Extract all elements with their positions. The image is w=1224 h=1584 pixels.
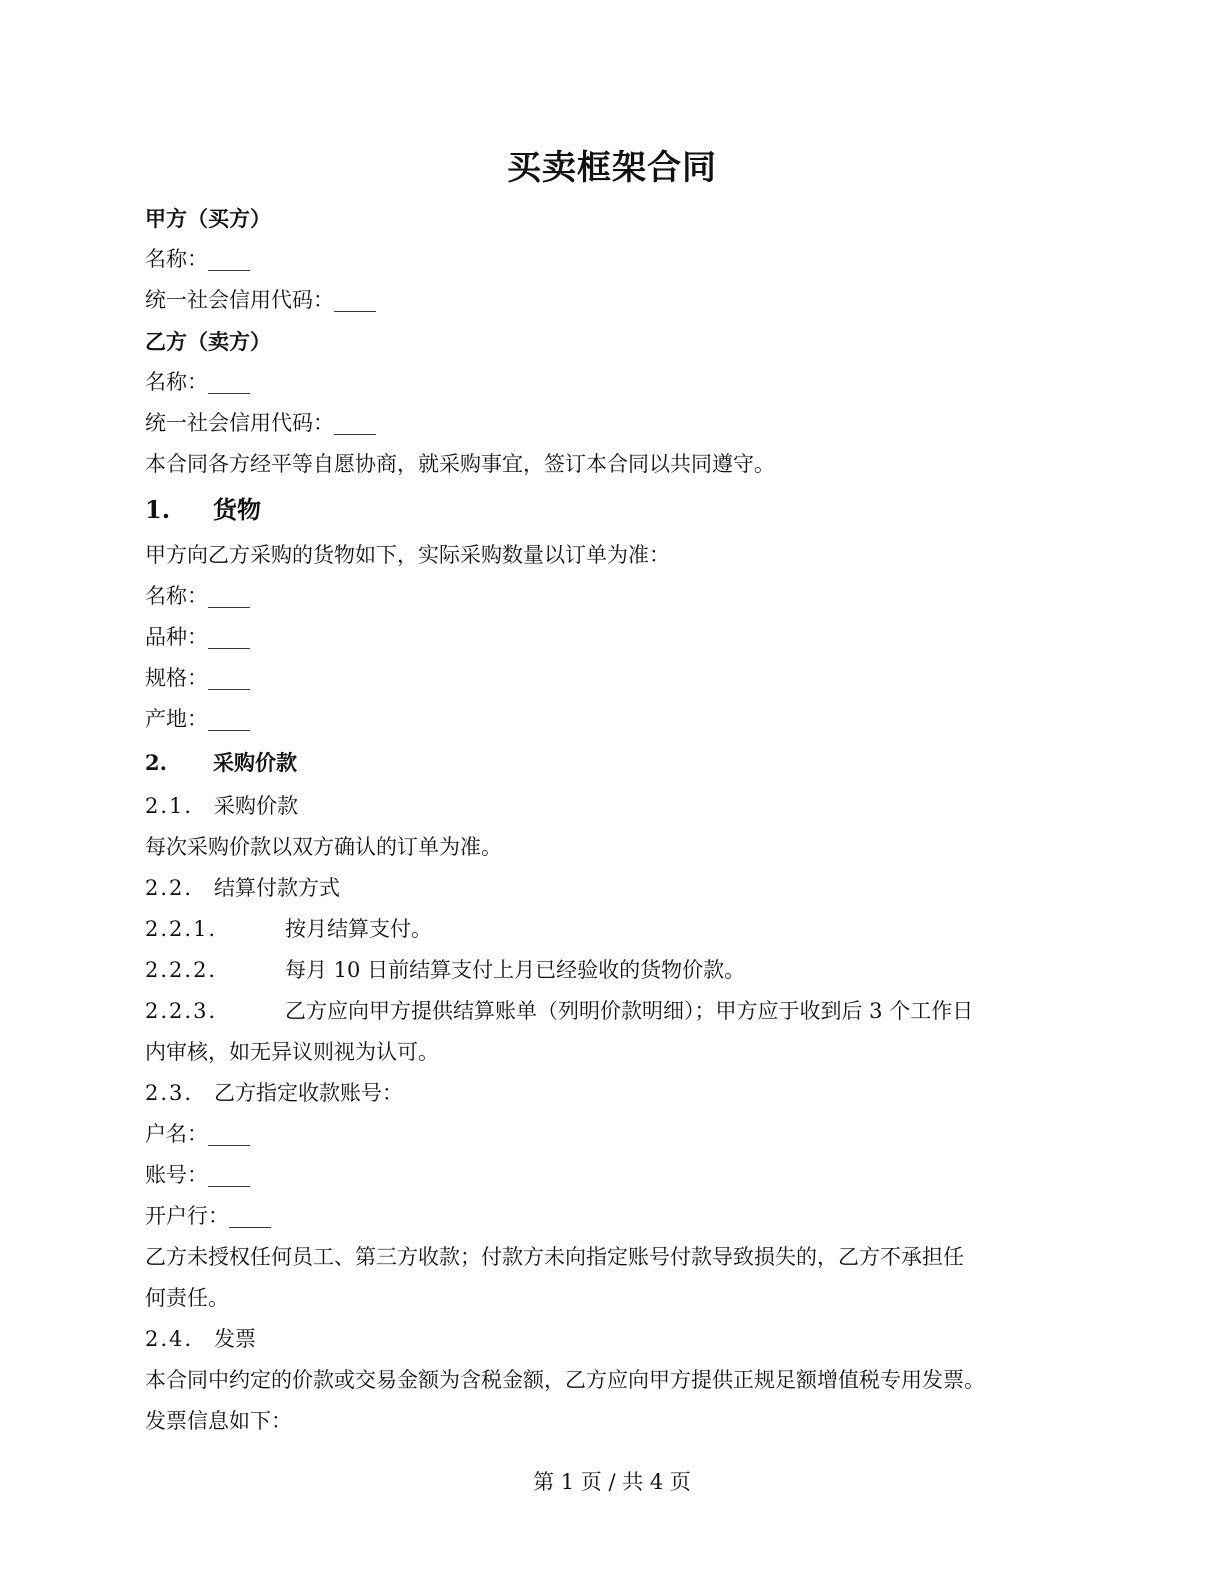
- clause-2-1-text: 每次采购价款以双方确认的订单为准。: [145, 835, 502, 859]
- clause-2-2-3-continued: 内审核，如无异议则视为认可。: [145, 1040, 439, 1064]
- party-b-name: 名称：____: [145, 370, 250, 394]
- clause-text: 按月结算支付。: [285, 917, 432, 941]
- goods-origin-field: 产地：____: [145, 707, 250, 731]
- invoice-text-line-1: 本合同中约定的价款或交易金额为含税金额，乙方应向甲方提供正规足额增值税专用发票。: [145, 1368, 985, 1392]
- clause-number: 2.2.3.: [145, 999, 218, 1023]
- section-2-heading: [145, 740, 1090, 786]
- account-number-field: 账号：____: [145, 1163, 250, 1187]
- page-footer: 第 1 页 / 共 4 页: [533, 1470, 691, 1494]
- clause-2-1-heading: [145, 786, 1090, 827]
- clause-title: 发票: [214, 1327, 256, 1351]
- section-title: 采购价款: [213, 750, 297, 775]
- clause-text: 乙方应向甲方提供结算账单（列明价款明细）；甲方应于收到后 3 个工作日: [285, 999, 974, 1023]
- party-a-credit-code: 统一社会信用代码：____: [145, 288, 376, 312]
- clause-2-3-heading: [145, 1073, 1090, 1114]
- party-a-heading: 甲方（买方）: [145, 206, 271, 231]
- clause-2-2-heading: [145, 868, 1090, 909]
- section-title: 货物: [213, 495, 261, 524]
- party-b-credit-code: 统一社会信用代码：____: [145, 411, 376, 435]
- clause-number: 2.2.1.: [145, 917, 218, 941]
- clause-number: 2.3.: [145, 1081, 194, 1105]
- clause-2-2-3: [145, 991, 1090, 1032]
- clause-number: 2.1.: [145, 794, 194, 818]
- clause-title: 结算付款方式: [214, 876, 340, 900]
- clause-title: 乙方指定收款账号：: [214, 1081, 403, 1105]
- goods-name-field: 名称：____: [145, 584, 250, 608]
- clause-number: 2.2.2.: [145, 958, 218, 982]
- section-number: 1.: [145, 495, 171, 524]
- clause-number: 2.4.: [145, 1327, 194, 1351]
- party-b-heading: 乙方（卖方）: [145, 329, 271, 354]
- clause-number: 2.2.: [145, 876, 194, 900]
- goods-variety-field: 品种：____: [145, 625, 250, 649]
- account-note-line-2: 何责任。: [145, 1286, 229, 1310]
- clause-title: 采购价款: [214, 794, 298, 818]
- section-1-heading: [145, 485, 1090, 535]
- goods-spec-field: 规格：____: [145, 666, 250, 690]
- account-note-line-1: 乙方未授权任何员工、第三方收款；付款方未向指定账号付款导致损失的，乙方不承担任: [145, 1245, 964, 1269]
- preamble: 本合同各方经平等自愿协商，就采购事宜，签订本合同以共同遵守。: [145, 452, 775, 476]
- clause-text: 每月 10 日前结算支付上月已经验收的货物价款。: [285, 958, 746, 982]
- bank-field: 开户行：____: [145, 1204, 271, 1228]
- clause-2-2-1: [145, 909, 1090, 950]
- account-holder-field: 户名：____: [145, 1122, 250, 1146]
- document-title: 买卖框架合同: [507, 148, 717, 188]
- section-1-intro: 甲方向乙方采购的货物如下，实际采购数量以订单为准：: [145, 543, 670, 567]
- document-body: [145, 198, 1090, 1442]
- section-number: 2.: [145, 750, 167, 775]
- party-a-name: 名称：____: [145, 247, 250, 271]
- clause-2-4-heading: [145, 1319, 1090, 1360]
- invoice-text-line-2: 发票信息如下：: [145, 1409, 292, 1433]
- clause-2-2-2: [145, 950, 1090, 991]
